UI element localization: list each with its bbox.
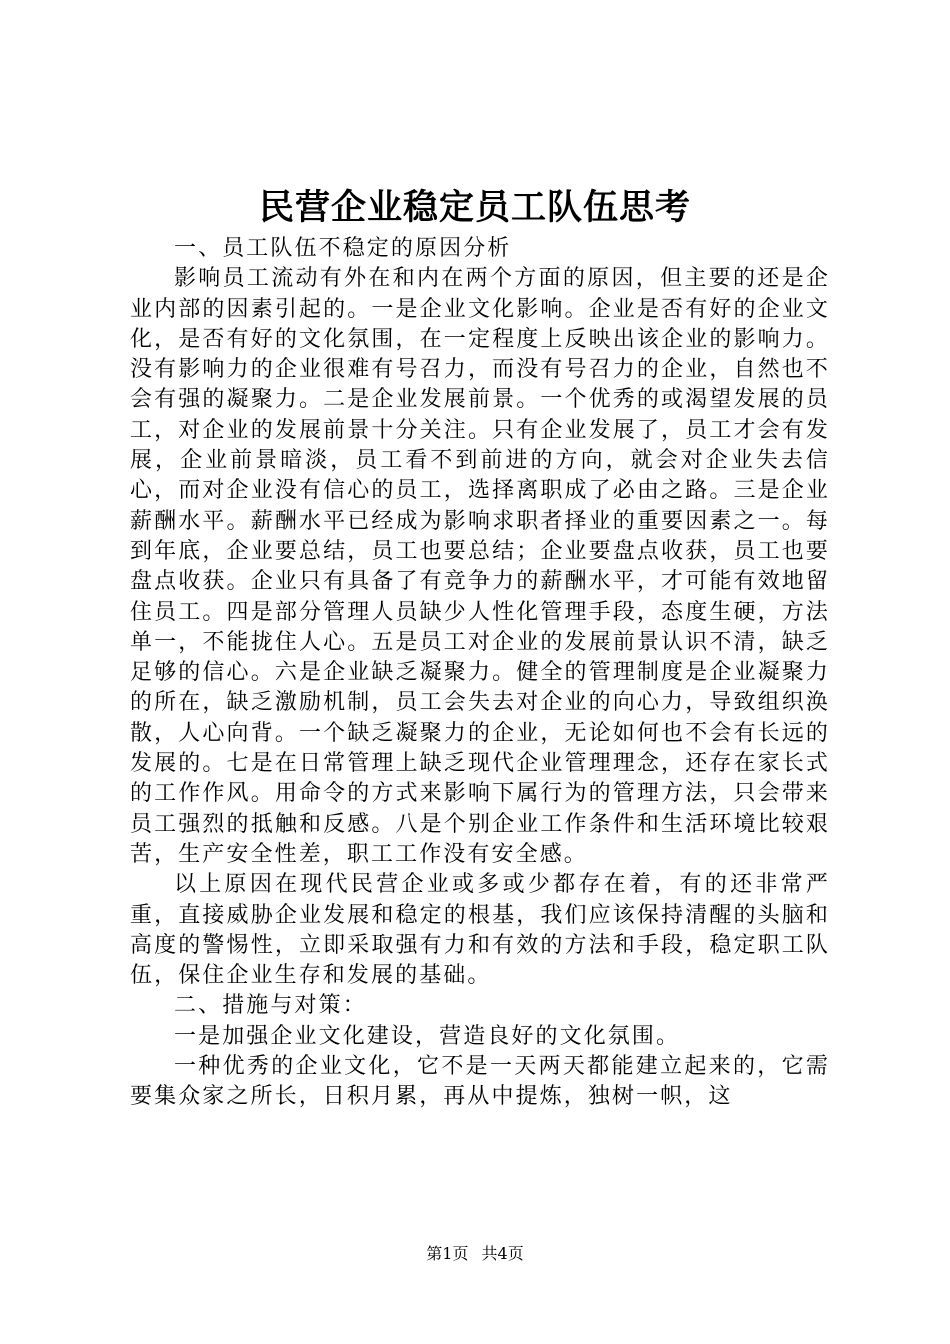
- measure-heading-1: 一是加强企业文化建设，营造良好的文化氛围。: [174, 1023, 681, 1049]
- page-number: 第1页: [426, 1244, 469, 1263]
- page-total: 共4页: [481, 1244, 524, 1263]
- page-footer: [0, 1244, 950, 1264]
- paragraph-culture: 一种优秀的企业文化，它不是一天两天都能建立起来的，它需要集众家之所长，日积月累，再从中提炼，独树一帜，这: [130, 1054, 830, 1110]
- section-heading-1: 一、员工队伍不稳定的原因分析: [174, 236, 512, 261]
- document-body: [130, 234, 830, 1113]
- paragraph-summary: 以上原因在现代民营企业或多或少都存在着，有的还非常严重，直接威胁企业发展和稳定的根基，我们应该保持清醒的头脑和高度的警惕性，立即采取强有力和有效的方法和手段，稳定职工队伍，保住企业生存和发展的基础。: [130, 872, 830, 989]
- document-title: 民营企业稳定员工队伍思考: [258, 187, 691, 228]
- section-heading-2: 二、措施与对策：: [174, 993, 367, 1019]
- paragraph-causes: 影响员工流动有外在和内在两个方面的原因，但主要的还是企业内部的因素引起的。一是企业文化影响。企业是否有好的企业文化，是否有好的文化氛围，在一定程度上反映出该企业的影响力。没有影响力的企业很难有号召力，而没有号召力的企业，自然也不会有强的凝聚力。二是企业发展前景。一个优秀的或渴望发展的员工，对企业的发展前景十分关注。只有企业发展了，员工才会有发展，企业前景暗淡，员工看不到前进的方向，就会对企业失去信心，而对企业没有信心的员工，选择离职成了必由之路。三是企业薪酬水平。薪酬水平已经成为影响求职者择业的重要因素之一。每到年底，企业要总结，员工也要总结；企业要盘点收获，员工也要盘点收获。企业只有具备了有竞争力的薪酬水平，才可能有效地留住员工。四是部分管理人员缺少人性化管理手段，态度生硬，方法单一，不能拢住人心。五是员工对企业的发展前景认识不清，缺乏足够的信心。六是企业缺乏凝聚力。健全的管理制度是企业凝聚力的所在，缺乏激励机制，员工会失去对企业的向心力，导致组织涣散，人心向背。一个缺乏凝聚力的企业，无论如何也不会有长远的发展的。七是在日常管理上缺乏现代企业管理理念，还存在家长式的工作作风。用命令的方式来影响下属行为的管理方法，只会带来员工强烈的抵触和反感。八是个别企业工作条件和生活环境比较艰苦，生产安全性差，职工工作没有安全感。: [130, 266, 830, 867]
